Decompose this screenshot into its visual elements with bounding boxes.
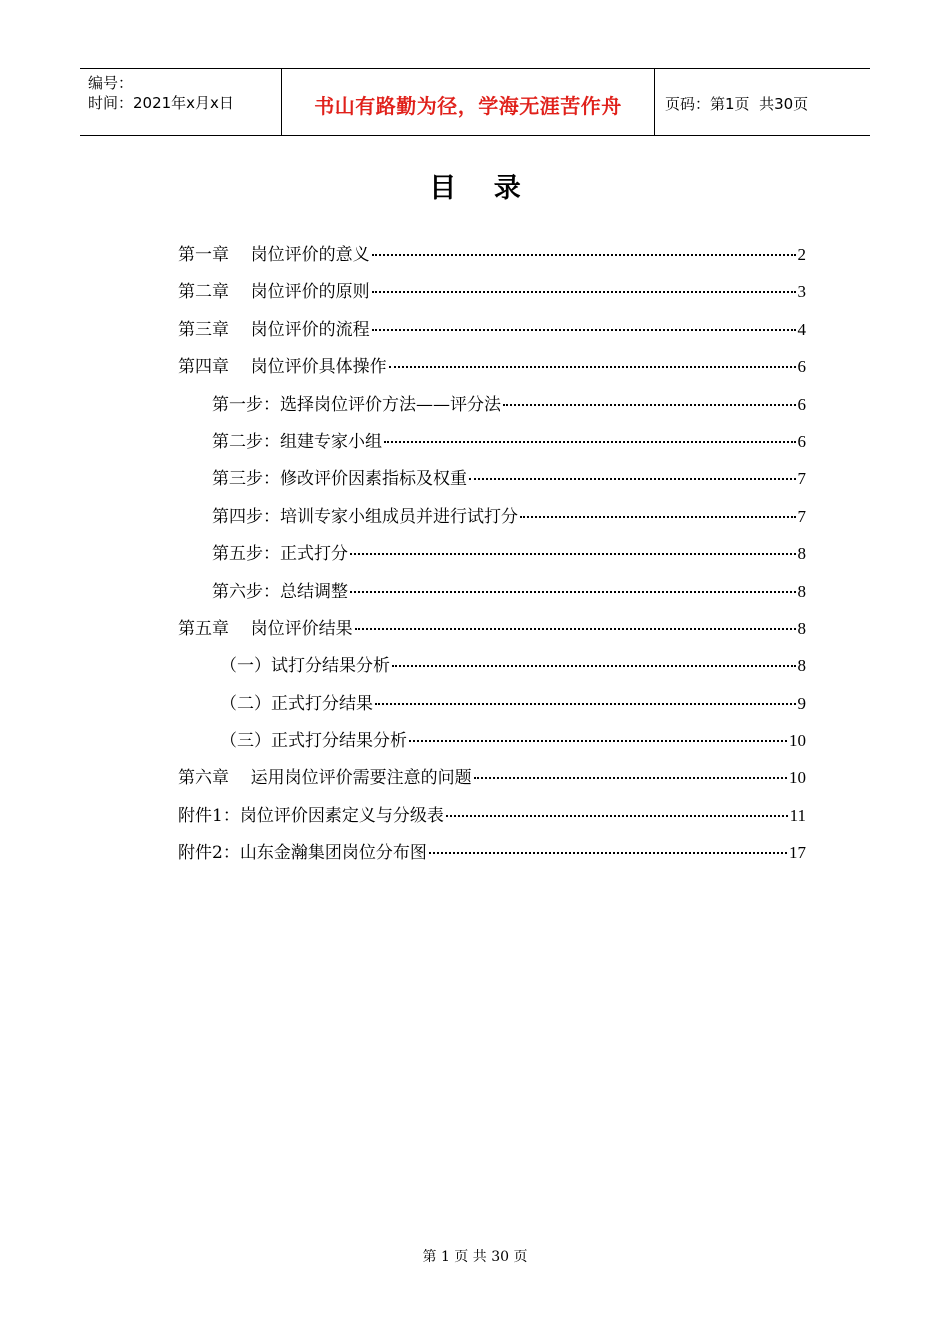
toc-leader-dots [469, 478, 796, 480]
toc-entry-label: （二）正式打分结果 [220, 693, 373, 714]
footer-page-number: 第 1 页 共 30 页 [422, 1249, 528, 1265]
toc-leader-dots [446, 815, 788, 817]
toc-leader-dots [350, 553, 796, 555]
header-meta-cell [80, 69, 282, 135]
toc-entry-page: 17 [789, 843, 806, 863]
toc-entry-label: （三）正式打分结果分析 [220, 731, 407, 752]
toc-entry-label: 第六章 运用岗位评价需要注意的问题 [178, 768, 472, 789]
page-footer [0, 1246, 950, 1266]
toc-entry[interactable] [178, 315, 806, 352]
header-page-info: 页码：第1页 共30页 [665, 94, 809, 113]
toc-entry-label: 第三步：修改评价因素指标及权重 [212, 469, 467, 490]
toc-entry-label: 第四章 岗位评价具体操作 [178, 357, 387, 378]
toc-leader-dots [409, 740, 787, 742]
toc-title-text: 目 录 [429, 173, 521, 204]
toc-entry[interactable] [178, 390, 806, 427]
toc-entry[interactable] [178, 427, 806, 464]
toc-entry-label: （一）试打分结果分析 [220, 656, 390, 677]
toc-entry-page: 3 [797, 282, 806, 302]
toc-entry-label: 第六步：总结调整 [212, 581, 348, 602]
toc-leader-dots [392, 665, 796, 667]
toc-entry-page: 2 [797, 245, 806, 264]
toc-entry-page: 9 [797, 693, 806, 713]
toc-entry[interactable] [178, 240, 806, 277]
toc-entry[interactable] [178, 838, 806, 875]
toc-leader-dots [474, 777, 787, 779]
toc-entry[interactable] [178, 464, 806, 501]
header-page-cell [655, 69, 870, 135]
toc-entry[interactable] [178, 763, 806, 800]
toc-entry[interactable] [178, 539, 806, 576]
toc-leader-dots [372, 254, 796, 256]
toc-entry-label: 第四步：培训专家小组成员并进行试打分 [212, 506, 518, 527]
toc-entry-label: 第三章 岗位评价的流程 [178, 319, 370, 340]
table-of-contents [178, 240, 806, 876]
toc-leader-dots [384, 441, 796, 443]
toc-entry-page: 11 [789, 805, 806, 825]
document-number-label: 编号： [88, 74, 134, 92]
toc-entry[interactable] [178, 689, 806, 726]
toc-entry[interactable] [178, 726, 806, 763]
toc-entry-page: 8 [797, 544, 806, 564]
toc-entry-page: 10 [789, 731, 806, 751]
toc-entry[interactable] [178, 801, 806, 838]
toc-entry-label: 第五步：正式打分 [212, 544, 348, 565]
toc-leader-dots [372, 291, 796, 293]
toc-entry-page: 6 [797, 431, 806, 451]
toc-leader-dots [372, 329, 796, 331]
toc-entry-page: 8 [797, 581, 806, 601]
toc-entry[interactable] [178, 651, 806, 688]
document-header [80, 68, 870, 136]
header-motto: 书山有路勤为径，学海无涯苦作舟 [314, 93, 622, 118]
document-date-label: 时间：2021年x月x日 [88, 94, 234, 112]
toc-entry-label: 附件2：山东金瀚集团岗位分布图 [178, 843, 427, 864]
toc-entry-page: 6 [797, 357, 806, 377]
toc-entry[interactable] [178, 502, 806, 539]
toc-entry-label: 第五章 岗位评价结果 [178, 618, 353, 639]
toc-entry[interactable] [178, 614, 806, 651]
toc-leader-dots [355, 628, 796, 630]
toc-entry-page: 8 [797, 656, 806, 676]
toc-entry-label: 第二章 岗位评价的原则 [178, 282, 370, 303]
toc-entry-page: 8 [797, 618, 806, 638]
toc-entry[interactable] [178, 352, 806, 389]
toc-entry-label: 第二步：组建专家小组 [212, 431, 382, 452]
toc-leader-dots [389, 366, 796, 368]
toc-entry-label: 第一章 岗位评价的意义 [178, 245, 370, 265]
header-motto-cell [282, 69, 655, 135]
toc-entry-page: 10 [789, 768, 806, 788]
toc-entry-page: 7 [797, 469, 806, 489]
toc-entry[interactable] [178, 277, 806, 314]
toc-entry-page: 6 [797, 394, 806, 414]
toc-entry-label: 第一步：选择岗位评价方法——评分法 [212, 394, 501, 415]
toc-entry[interactable] [178, 577, 806, 614]
toc-title [0, 166, 950, 205]
toc-leader-dots [520, 516, 796, 518]
toc-entry-label: 附件1：岗位评价因素定义与分级表 [178, 805, 444, 826]
toc-leader-dots [375, 703, 796, 705]
toc-entry-page: 4 [797, 319, 806, 339]
toc-entry-page: 7 [797, 506, 806, 526]
toc-leader-dots [429, 852, 787, 854]
toc-leader-dots [503, 404, 796, 406]
toc-leader-dots [350, 591, 796, 593]
